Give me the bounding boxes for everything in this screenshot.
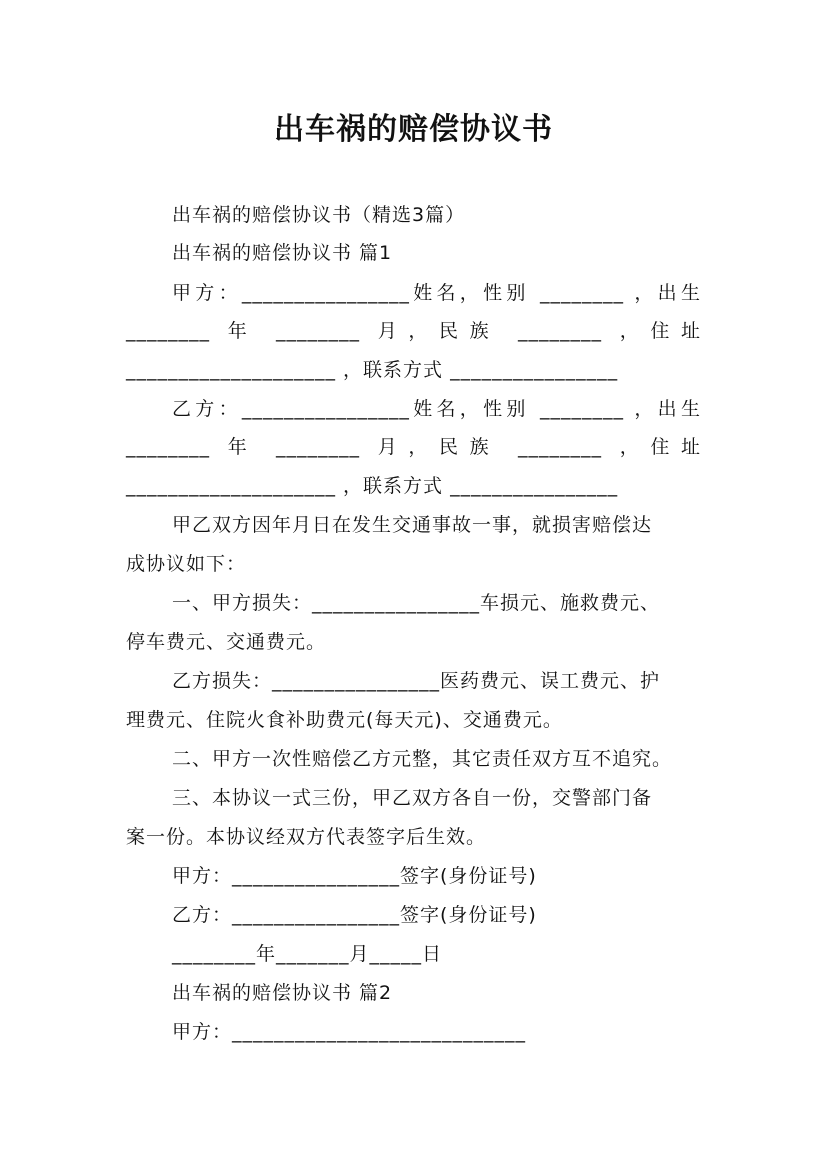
signature-party-b: 乙方：________________签字(身份证号) bbox=[172, 904, 537, 926]
party-b-line-1: 乙方：________________姓名，性别 ________ ，出生 bbox=[172, 398, 701, 420]
signature-party-a: 甲方：________________签字(身份证号) bbox=[172, 865, 537, 887]
clause-1-line: 停车费元、交通费元。 bbox=[126, 631, 327, 653]
clause-2-line: 二、甲方一次性赔偿乙方元整，其它责任双方互不追究。 bbox=[172, 748, 673, 770]
paragraph-line: 成协议如下： bbox=[126, 553, 247, 575]
party-a-line-1: 甲方：________________姓名，性别 ________ ，出生 bbox=[172, 282, 701, 304]
clause-3-line: 案一份。本协议经双方代表签字后生效。 bbox=[126, 826, 487, 848]
section-heading: 出车祸的赔偿协议书 篇2 bbox=[172, 982, 393, 1004]
party-b-line-3: ____________________ ，联系方式 ________________ bbox=[126, 475, 619, 497]
party-a-line: 甲方：____________________________ bbox=[172, 1021, 527, 1043]
party-b-loss-line: 理费元、住院火食补助费元(每天元)、交通费元。 bbox=[126, 709, 563, 731]
date-line: ________年_______月_____日 bbox=[172, 943, 443, 965]
document-title: 出车祸的赔偿协议书 bbox=[274, 112, 553, 147]
party-a-line-2: ________ 年 ________ 月，民族 ________ ，住址 bbox=[126, 320, 701, 342]
paragraph-line: 甲乙双方因年月日在发生交通事故一事，就损害赔偿达 bbox=[172, 514, 653, 536]
party-b-line-2: ________ 年 ________ 月，民族 ________ ，住址 bbox=[126, 436, 701, 458]
section-heading: 出车祸的赔偿协议书 篇1 bbox=[172, 242, 393, 264]
party-b-loss-line: 乙方损失：________________医药费元、误工费元、护 bbox=[172, 670, 661, 692]
subtitle-line: 出车祸的赔偿协议书（精选3篇） bbox=[172, 204, 466, 226]
clause-3-line: 三、本协议一式三份，甲乙双方各自一份，交警部门备 bbox=[172, 787, 653, 809]
clause-1-line: 一、甲方损失：________________车损元、施救费元、 bbox=[172, 592, 661, 614]
party-a-line-3: ____________________ ，联系方式 ________________ bbox=[126, 359, 619, 381]
